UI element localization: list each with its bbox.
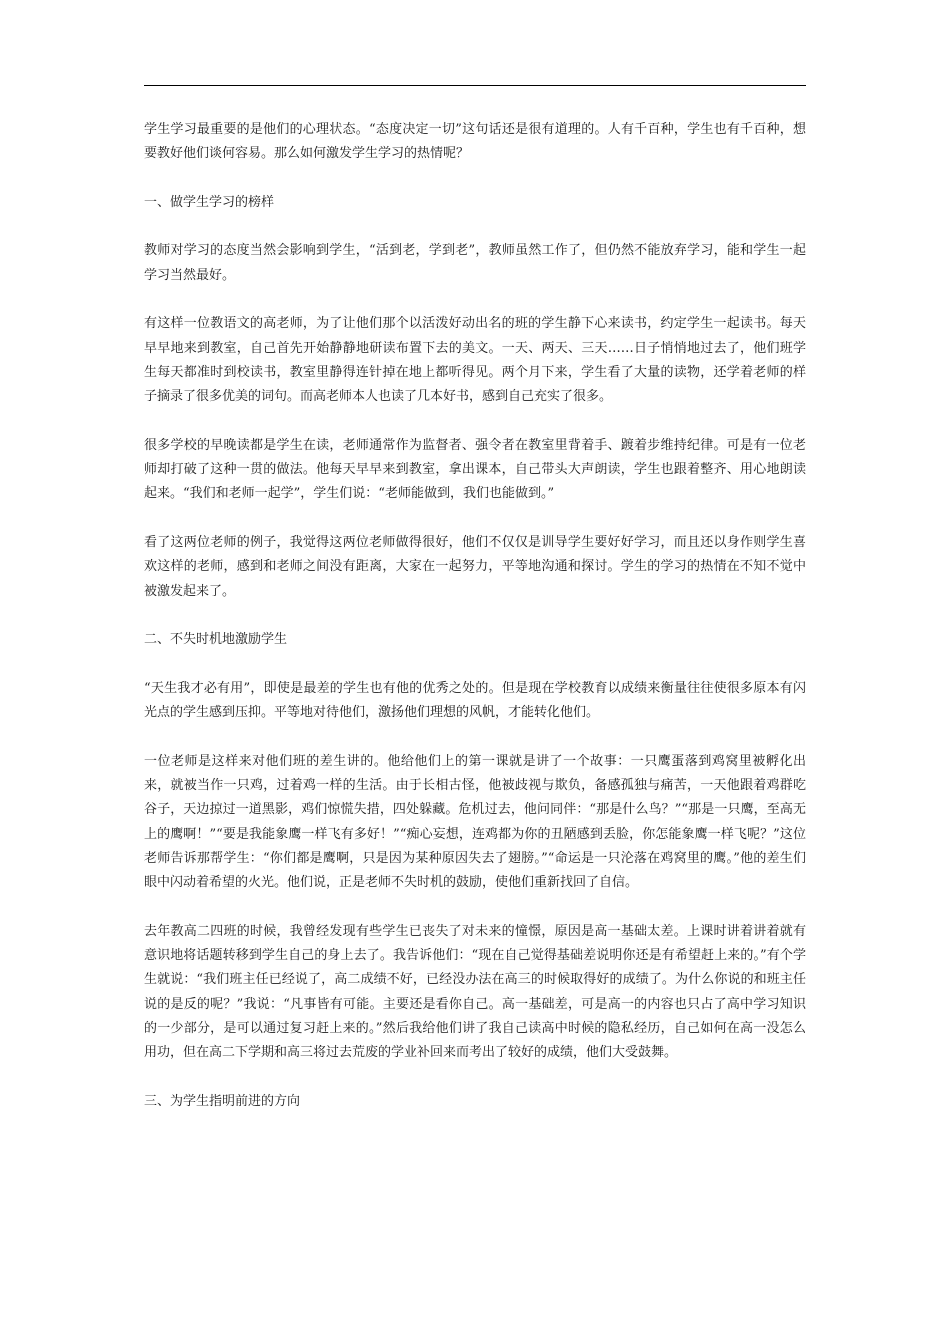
body-paragraph: 有这样一位教语文的高老师，为了让他们那个以活泼好动出名的班的学生静下心来读书，约定学生一起读书。每天早早地来到教室，自己首先开始静静地研读布置下去的美文。一天、两天、三天……日子悄悄地过去了，他们班学生每天都准时到校读书，教室里静得连针掉在地上都听得见。两个月下来，学生看了大量的读物，还学着老师的样子摘录了很多优美的词句。而高老师本人也读了几本好书，感到自己充实了很多。 bbox=[144, 316, 806, 405]
body-paragraph: 看了这两位老师的例子，我觉得这两位老师做得很好，他们不仅仅是训导学生要好好学习，而且还以身作则学生喜欢这样的老师，感到和老师之间没有距离，大家在一起努力，平等地沟通和探讨。学生的学习的热情在不知不觉中被激发起来了。 bbox=[144, 535, 806, 599]
body-paragraph: 很多学校的早晚读都是学生在读，老师通常作为监督者、强令者在教室里背着手、踱着步维持纪律。可是有一位老师却打破了这种一贯的做法。他每天早早来到教室，拿出课本，自己带头大声朗读，学生也跟着整齐、用心地朗读起来。“我们和老师一起学”，学生们说：“老师能做到，我们也能做到。” bbox=[144, 437, 806, 502]
section-heading-2: 二、不失时机地激励学生 bbox=[144, 632, 288, 648]
section-heading-3: 三、为学生指明前进的方向 bbox=[144, 1093, 301, 1109]
body-paragraph: 教师对学习的态度当然会影响到学生，“活到老，学到老”，教师虽然工作了，但仍然不能放弃学习，能和学生一起学习当然最好。 bbox=[144, 243, 806, 283]
section-heading-1: 一、做学生学习的榜样 bbox=[144, 194, 275, 210]
body-paragraph: “天生我才必有用”，即使是最差的学生也有他的优秀之处的。但是现在学校教育以成绩来衡量往往使很多原本有闪光点的学生感到压抑。平等地对待他们，激扬他们理想的风帆，才能转化他们。 bbox=[144, 680, 806, 721]
header-rule bbox=[144, 85, 806, 86]
intro-paragraph: 学生学习最重要的是他们的心理状态。“态度决定一切”这句话还是很有道理的。人有千百种，学生也有千百种，想要教好他们谈何容易。那么如何激发学生学习的热情呢？ bbox=[144, 122, 806, 162]
body-paragraph: 一位老师是这样来对他们班的差生讲的。他给他们上的第一课就是讲了一个故事：一只鹰蛋落到鸡窝里被孵化出来，就被当作一只鸡，过着鸡一样的生活。由于长相古怪，他被歧视与欺负，备感孤独与痛苦，一天他跟着鸡群吃谷子，天边掠过一道黑影，鸡们惊慌失措，四处躲藏。危机过去，他问同伴：“那是什么鸟？”“那是一只鹰，至高无上的鹰啊！”“要是我能象鹰一样飞有多好！”“痴心妄想，连鸡都为你的丑陋感到丢脸，你怎能象鹰一样飞呢？”这位老师告诉那帮学生：“你们都是鹰啊，只是因为某种原因失去了翅膀。”“命运是一只沦落在鸡窝里的鹰。”他的差生们眼中闪动着希望的火光。他们说，正是老师不失时机的鼓励，使他们重新找回了自信。 bbox=[144, 753, 806, 891]
body-paragraph: 去年教高二四班的时候，我曾经发现有些学生已丧失了对未来的憧憬，原因是高一基础太差。上课时讲着讲着就有意识地将话题转移到学生自己的身上去了。我告诉他们：“现在自己觉得基础差说明你还是有希望赶上来的。”有个学生就说：“我们班主任已经说了，高二成绩不好，已经没办法在高三的时候取得好的成绩了。为什么你说的和班主任说的是反的呢？”我说：“凡事皆有可能。主要还是看你自己。高一基础差，可是高一的内容也只占了高中学习知识的一少部分，是可以通过复习赶上来的。”然后我给他们讲了我自己读高中时候的隐私经历，自己如何在高一没怎么用功，但在高二下学期和高三将过去荒废的学业补回来而考出了较好的成绩，他们大受鼓舞。 bbox=[144, 923, 806, 1061]
document-body bbox=[144, 118, 806, 1138]
